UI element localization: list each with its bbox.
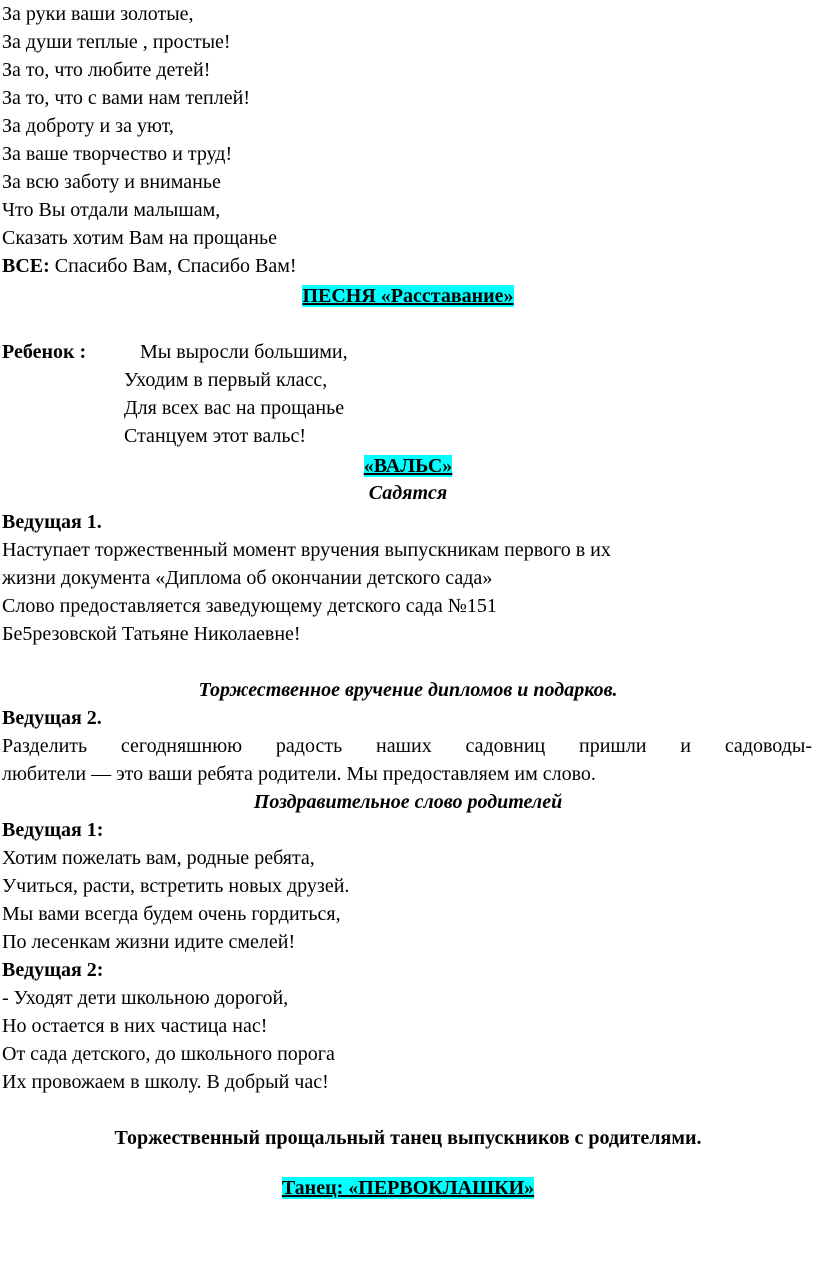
parents-note: Поздравительное слово родителей	[253, 791, 563, 813]
poem-line: За то, что с вами нам теплей!	[2, 87, 250, 109]
host2-verse-line: Но остается в них частица нас!	[2, 1015, 268, 1037]
host1-line: жизни документа «Диплома об окончании детского сада»	[2, 567, 493, 589]
speaker-label: ВСЕ:	[2, 255, 50, 277]
host2-verse-line: Их провожаем в школу. В добрый час!	[2, 1071, 329, 1093]
host2-verse-line: От сада детского, до школьного порога	[2, 1043, 335, 1065]
child-first-line	[2, 338, 86, 366]
poem-line: За души теплые , простые!	[2, 31, 231, 53]
poem-line: За то, что любите детей!	[2, 59, 211, 81]
child-line: Станцуем этот вальс!	[124, 425, 307, 447]
dance-title-text: Танец: «ПЕРВОКЛАШКИ»	[281, 1177, 535, 1199]
dance-title	[0, 1174, 816, 1202]
poem-line: Что Вы отдали малышам,	[2, 199, 221, 221]
poem-line: За ваше творчество и труд!	[2, 143, 233, 165]
all-line	[2, 252, 297, 280]
speaker-label: Ведущая 2:	[2, 959, 104, 981]
poem-line: За всю заботу и вниманье	[2, 171, 221, 193]
waltz-title	[0, 452, 816, 480]
child-line: Для всех вас на прощанье	[124, 397, 345, 419]
host1-verse-line: Хотим пожелать вам, родные ребята,	[2, 847, 315, 869]
host1-verse-line: Мы вами всегда будем очень гордиться,	[2, 903, 341, 925]
poem-line: За доброту и за уют,	[2, 115, 174, 137]
child-line: Уходим в первый класс,	[124, 369, 328, 391]
host1-verse-line: По лесенкам жизни идите смелей!	[2, 931, 296, 953]
host1-verse-line: Учиться, расти, встретить новых друзей.	[2, 875, 350, 897]
child-line: Мы выросли большими,	[140, 341, 348, 363]
host1-line: Слово предоставляется заведующему детского сада №151	[2, 595, 497, 617]
diploma-note: Торжественное вручение дипломов и подарков.	[198, 679, 618, 701]
host2-verse-line: - Уходят дети школьною дорогой,	[2, 987, 289, 1009]
sit-note: Садятся	[368, 482, 448, 504]
all-line-text: Спасибо Вам, Спасибо Вам!	[49, 255, 297, 277]
song-title-text: ПЕСНЯ «Расставание»	[302, 285, 514, 307]
poem-line: За руки ваши золотые,	[2, 3, 194, 25]
host1-line: Бе5резовской Татьяне Николаевне!	[2, 623, 301, 645]
song-title	[0, 282, 816, 310]
host2-line: любители — это ваши ребята родители. Мы предоставляем им слово.	[2, 763, 596, 785]
speaker-label: Ведущая 2.	[2, 707, 102, 729]
host2-line: Разделить сегодняшнюю радость наших садовниц пришли и садоводы-	[2, 735, 812, 757]
dance-note: Торжественный прощальный танец выпускников с родителями.	[114, 1127, 702, 1149]
speaker-label: Ребенок :	[2, 341, 87, 363]
speaker-label: Ведущая 1:	[2, 819, 104, 841]
waltz-title-text: «ВАЛЬС»	[363, 455, 453, 477]
host1-line: Наступает торжественный момент вручения выпускникам первого в их	[2, 539, 611, 561]
poem-line: Сказать хотим Вам на прощанье	[2, 227, 277, 249]
speaker-label: Ведущая 1.	[2, 511, 102, 533]
